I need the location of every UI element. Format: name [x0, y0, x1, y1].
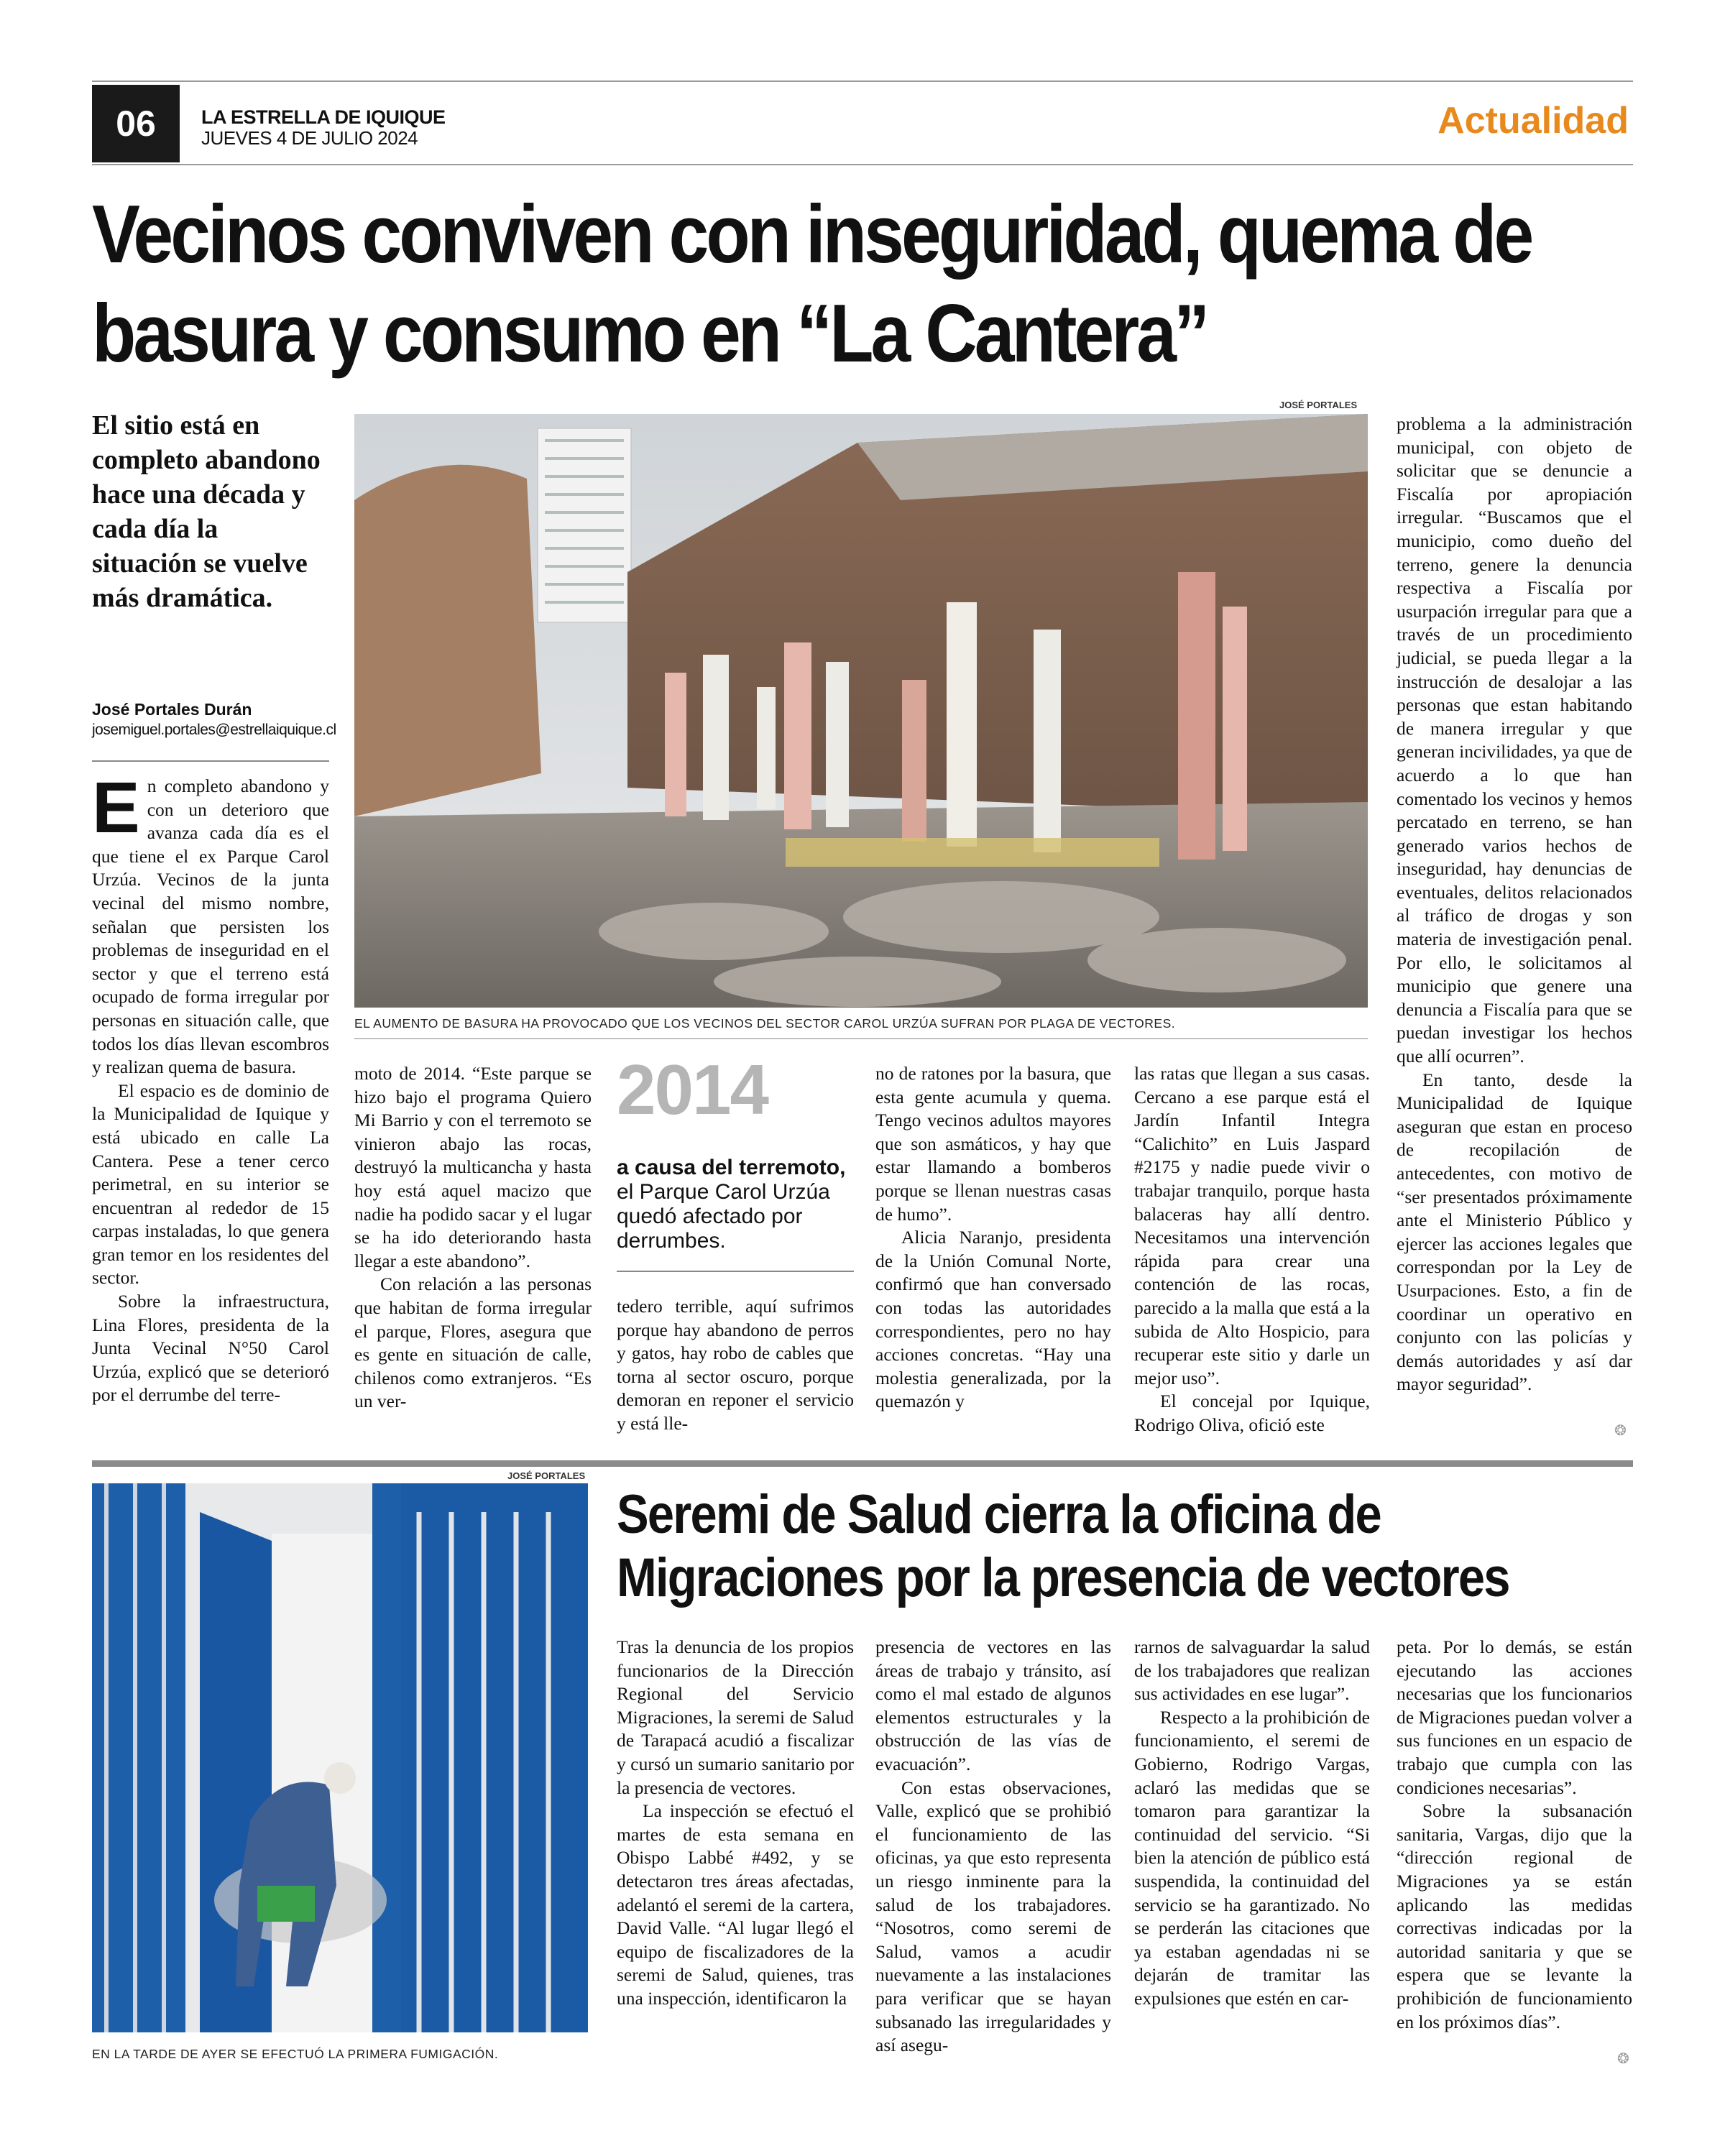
- caption-rule: [354, 1038, 1368, 1039]
- main-col5-p2: El concejal por Iquique, Rodrigo Oliva, ofició este: [1134, 1391, 1370, 1435]
- author-name: José Portales Durán: [92, 700, 252, 719]
- second-headline: Seremi de Salud cierra la oficina de Migraciones por la presencia de vectores: [617, 1484, 1509, 1608]
- main-headline: Vecinos conviven con inseguridad, quema de basura y consumo en “La Cantera”: [92, 189, 1532, 379]
- highlight-number: 2014: [617, 1050, 768, 1129]
- top-rule: [92, 80, 1633, 82]
- page-number: 06: [116, 103, 156, 144]
- main-col-3: [617, 1295, 854, 1436]
- second-col3-p1: rarnos de salvaguardar la salud de los trabajadores que realizan sus actividades en ese lugar”.: [1134, 1636, 1370, 1705]
- main-col-6: [1397, 413, 1632, 1396]
- highlight-bold: a causa del terremoto,: [617, 1156, 846, 1179]
- lead-rule: [92, 760, 329, 762]
- main-photo-caption: EL AUMENTO DE BASURA HA PROVOCADO QUE LOS VECINOS DEL SECTOR CAROL URZÚA SUFRAN POR PLAGA DE VECTORES.: [354, 1016, 1176, 1031]
- second-col-3: [1134, 1636, 1370, 2011]
- main-col-2: [354, 1062, 592, 1414]
- main-col6-p2: En tanto, desde la Municipalidad de Iquique aseguran que estan en proceso de recopilación de antecedentes, con motivo de “ser presentados próximamente ante el Ministerio Público y ejercer las acciones legales que correspondan por la Ley de Usurpaciones. Esto, a fin de coordinar un operativo en conjunto con las policías y demás autoridades y así dar mayor seguridad”.: [1397, 1069, 1632, 1395]
- end-mark-icon: ❂: [1614, 1423, 1627, 1439]
- main-photo: [354, 414, 1368, 1008]
- second-col2-p2: Con estas observaciones, Valle, explicó que se prohibió el funcionamiento de las oficinas, ya que esto representa un riesgo inminente para la salud de los trabajadores. “Nosotros, como seremi de Salud, vamos a acudir nuevamente a las instalaciones para verificar que se hayan subsanado las irregularidades y así asegu-: [875, 1777, 1111, 2056]
- article-divider: [92, 1460, 1633, 1467]
- main-col5-p1: las ratas que llegan a sus casas. Cercano a ese parque está el Jardín Infantil Integra “Calichito” en Luis Jaspard #2175 y nadie puede vivir o trabajar tranquilo, porque hasta balaceras hay allí dentro. Necesitamos una intervención rápida para crear una contención de las rocas, parecido a la malla que está a la subida de Alto Hospicio, para recuperar este sitio y darle un mejor uso”.: [1134, 1063, 1370, 1388]
- second-col4-p1: peta. Por lo demás, se están ejecutando las acciones necesarias que los funcionarios de Migraciones puedan volver a sus funciones en un espacio de trabajo que cumpla con las condiciones necesarias”.: [1397, 1636, 1632, 1798]
- main-col2-p1: moto de 2014. “Este parque se hizo bajo el programa Quiero Mi Barrio y con el terremoto se vinieron abajo las rocas, destruyó la multicancha y hasta hoy está aquel macizo que nadie ha podido sacar y el lugar se ha ido deteriorando hasta llegar a este abandono”.: [354, 1063, 592, 1271]
- highlight-box: [617, 1156, 854, 1253]
- second-col-1: [617, 1636, 854, 2011]
- publication-name: LA ESTRELLA DE IQUIQUE: [201, 106, 446, 128]
- second-col3-p2: Respecto a la prohibición de funcionamiento, el seremi de Gobierno, Rodrigo Vargas, aclaró las medidas que se tomaron para garantizar la continuidad del servicio. “Si bien la atención de público está suspendida, la continuidad del servicio se ha garantizado. No se perderán las citaciones que ya estaban agendadas ni se dejarán de tramitar las expulsiones que estén en car-: [1134, 1706, 1370, 2009]
- main-col1-p2: El espacio es de dominio de la Municipalidad de Iquique y está ubicado en calle La Cantera. Pese a tener cerco perimetral, en su interior se encuentran al rededor de 15 carpas instaladas, lo que genera gran temor en los residentes del sector.: [92, 1079, 329, 1289]
- main-col-5: [1134, 1062, 1370, 1437]
- main-col1-p3: Sobre la infraestructura, Lina Flores, presidenta de la Junta Vecinal N°50 Carol Urzúa, explicó que se deterioró por el derrumbe del terre-: [92, 1291, 329, 1406]
- section-label: Actualidad: [1438, 100, 1629, 142]
- end-mark-icon-2: ❂: [1617, 2051, 1629, 2067]
- main-col6-p1: problema a la administración municipal, con objeto de solicitar que se denuncie a Fiscalía por apropiación irregular. “Buscamos que el municipio, como dueño del terreno, genere la denuncia respectiva a Fiscalía por usurpación irregular para que a través de un procedimiento judicial, se pueda llegar a la instrucción de desalojar a las personas que estan habitando de manera irregular y que generan incivilidades, ya que de acuerdo a lo que han comentado los vecinos y hemos percatado en terreno, se han generado varios hechos de inseguridad, hay denuncias de eventuales, delitos relacionados al tráfico de drogas y son materia de investigación penal. Por ello, le solicitamos al municipio que genere una denuncia a Fiscalía para que se puedan investigar los hechos que allí ocurren”.: [1397, 413, 1632, 1067]
- second-photo-credit: JOSÉ PORTALES: [507, 1470, 586, 1481]
- main-col-1: [92, 768, 329, 1407]
- second-col2-p1: presencia de vectores en las áreas de trabajo y tránsito, así como el mal estado de algunos elementos estructurales y la obstrucción de las vías de evacuación”.: [875, 1636, 1111, 1774]
- author-email: josemiguel.portales@estrellaiquique.cl: [92, 722, 336, 738]
- main-photo-credit: JOSÉ PORTALES: [1279, 400, 1358, 410]
- second-col1-p2: La inspección se efectuó el martes de esta semana en Obispo Labbé #492, y se detectaron tres áreas afectadas, adelantó el seremi de la cartera, David Valle. “Al lugar llegó el equipo de fiscalizadores de la seremi de Salud, quienes, tras una inspección, identificaron la: [617, 1800, 854, 2009]
- second-photo-caption: EN LA TARDE DE AYER SE EFECTUÓ LA PRIMERA FUMIGACIÓN.: [92, 2047, 499, 2061]
- second-col-4: [1397, 1636, 1632, 2034]
- highlight-text: el Parque Carol Urzúa quedó afectado por derrumbes.: [617, 1180, 830, 1253]
- main-col4-p2: Alicia Naranjo, presidenta de la Unión Comunal Norte, confirmó que han conversado con todas las autoridades correspondientes, pero no hay acciones concretas. “Hay una molestia generalizada, por la quemazón y: [875, 1227, 1111, 1412]
- second-photo: [92, 1483, 588, 2032]
- main-col3-p1: tedero terrible, aquí sufrimos porque hay abandono de perros y gatos, hay robo de cables que torna al sector oscuro, porque demoran en reponer el servicio y está lle-: [617, 1296, 854, 1434]
- highlight-rule: [617, 1271, 854, 1272]
- second-col4-p2: Sobre la subsanación sanitaria, Vargas, dijo que la “dirección regional de Migraciones ya se están aplicando las medidas correctivas indicadas por la autoridad sanitaria y que se espera que se levante la prohibición de funcionamiento en los próximos días”.: [1397, 1800, 1632, 2032]
- second-col1-p1: Tras la denuncia de los propios funcionarios de la Dirección Regional del Servicio Migraciones, la seremi de Salud de Tarapacá acudió a fiscalizar y cursó un sumario sanitario por la presencia de vectores.: [617, 1636, 854, 1798]
- main-col1-p1: n completo abandono y con un deterioro que avanza cada día es el que tiene el ex Parque Carol Urzúa. Vecinos de la junta vecinal del mismo nombre, señalan que persisten los problemas de inseguridad en el sector y que el terreno está ocupado de forma irregular por personas en situación calle, que todos los días llevan escombros y realizan quema de basura.: [92, 775, 329, 1078]
- lead-text: El sitio está en completo abandono hace una década y cada día la situación se vuelve más dramática.: [92, 410, 321, 613]
- main-col-4: [875, 1062, 1111, 1414]
- page-number-box: [92, 85, 180, 162]
- drop-cap: E: [92, 768, 140, 848]
- issue-date: JUEVES 4 DE JULIO 2024: [201, 127, 418, 149]
- main-col2-p2: Con relación a las personas que habitan de forma irregular el parque, Flores, asegura que es gente en situación de calle, chilenos como extranjeros. “Es un ver-: [354, 1273, 592, 1412]
- header-rule: [92, 164, 1633, 165]
- second-col-2: [875, 1636, 1111, 2058]
- main-col4-p1: no de ratones por la basura, que esta gente acumula y quema. Tengo vecinos adultos mayores que son asmáticos, y hay que estar llamando a bomberos porque se llenan nuestras casas de humo”.: [875, 1063, 1111, 1225]
